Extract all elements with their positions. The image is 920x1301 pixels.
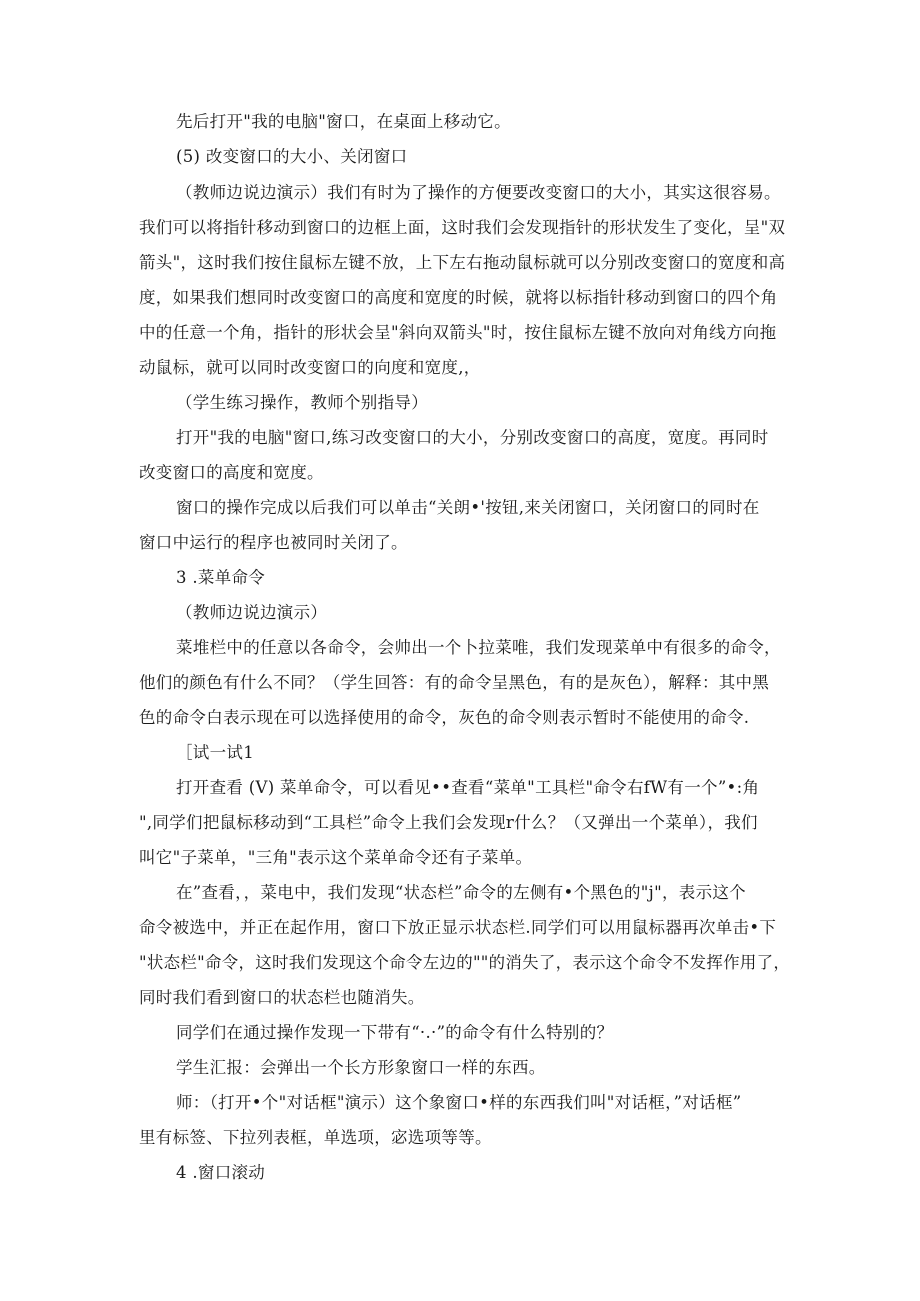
text-line: ",同学们把鼠标移动到“工具栏”命令上我们会发现r什么？（又弹出一个菜单），我们 xyxy=(139,813,758,832)
text-line: 窗口中运行的程序也被同时关闭了。 xyxy=(139,533,408,552)
text-line: 窗口的操作完成以后我们可以单击“关朗•'按钮,来关闭窗口，关闭窗口的同时在 xyxy=(176,498,760,517)
text-line: （教师边说边演示）我们有时为了操作的方便要改变窗口的大小，其实这很容易。 xyxy=(176,183,781,202)
text-line: ［试一试1 xyxy=(176,743,254,762)
text-line: 先后打开"我的电脑"窗口，在桌面上移动它。 xyxy=(176,112,511,131)
text-line: 中的任意一个角，指针的形状会呈"斜向双箭头"时，按住鼠标左键不放向对角线方向拖 xyxy=(139,323,777,342)
text-line: 色的命令白表示现在可以选择使用的命令，灰色的命令则表示暂时不能使用的命令. xyxy=(139,708,750,727)
text-line: 里有标签、下拉列表框，单选项，宓选项等等。 xyxy=(139,1128,492,1147)
text-line: 叫它"子菜单，"三角"表示这个菜单命令还有子菜单。 xyxy=(139,848,533,867)
text-line: 同学们在通过操作发现一下带有“·.·”的命令有什么特别的？ xyxy=(176,1023,614,1042)
text-line: 打开"我的电脑"窗口,练习改变窗口的大小，分别改变窗口的高度，宽度。再同时 xyxy=(176,428,769,447)
text-line: "状态栏"命令，这时我们发现这个命令左边的""的消失了，表示这个命令不发挥作用了， xyxy=(139,953,791,972)
text-line: （教师边说边演示） xyxy=(176,603,328,622)
section-heading: (5) 改变窗口的大小、关闭窗口 xyxy=(176,147,408,166)
text-line: 菜堆栏中的任意以各命令，会帅出一个卜拉菜唯，我们发现菜单中有很多的命令， xyxy=(176,638,781,657)
text-line: 动鼠标，就可以同时改变窗口的向度和宽度,， xyxy=(139,358,481,377)
text-line: 箭头"，这时我们按住鼠标左键不放，上下左右拖动鼠标就可以分别改变窗口的宽度和高 xyxy=(139,253,786,272)
text-line: 打开查看 (V) 菜单命令，可以看见••查看“菜单"工具栏"命令右fW有一个”•:角 xyxy=(176,778,760,797)
text-line: 同时我们看到窗口的状态栏也随消失。 xyxy=(139,988,425,1007)
text-line: 改变窗口的高度和宽度。 xyxy=(139,463,324,482)
text-line: 他们的颜色有什么不同？（学生回答：有的命令呈黑色，有的是灰色），解释：其中黑 xyxy=(139,673,770,692)
text-line: （学生练习操作，教师个别指导） xyxy=(176,393,428,412)
text-line: 度，如果我们想同时改变窗口的高度和宽度的时候，就将以标指针移动到窗口的四个角 xyxy=(139,288,778,307)
section-heading: 3 .菜单命令 xyxy=(176,568,266,587)
text-line: 命令被选中，并正在起作用，窗口下放正显示状态栏.同学们可以用鼠标器再次单击•下 xyxy=(139,918,777,937)
section-heading: 4 .窗口滚动 xyxy=(176,1163,266,1182)
text-line: 我们可以将指针移动到窗口的边框上面，这时我们会发现指针的形状发生了变化，呈"双 xyxy=(139,218,786,237)
text-line: 学生汇报：会弹出一个长方形象窗口一样的东西。 xyxy=(176,1058,546,1077)
text-line: 在”查看，，菜电中，我们发现“状态栏”命令的左侧有•个黑色的"j"，表示这个 xyxy=(176,883,746,902)
text-line: 师：（打开•个"对话框"演示）这个象窗口•样的东西我们叫"对话框，”对话框” xyxy=(176,1093,742,1112)
